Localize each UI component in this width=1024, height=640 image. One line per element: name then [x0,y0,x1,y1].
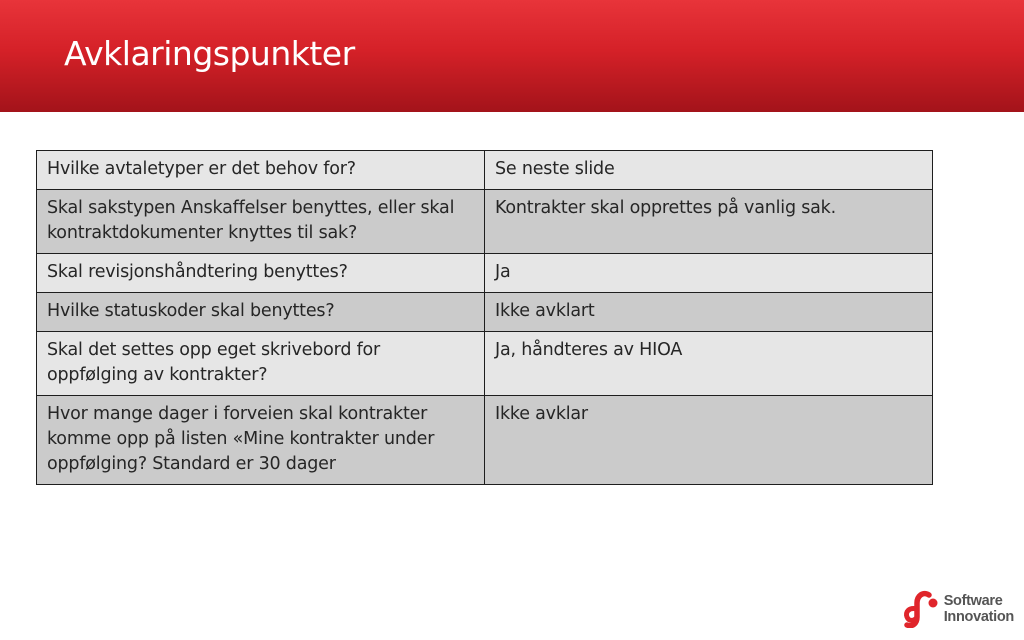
question-cell: Skal det settes opp eget skrivebord for oppfølging av kontrakter? [37,332,485,396]
logo-text-line2: Innovation [943,609,1014,625]
logo-text-line1: Software [943,593,1003,609]
table-row [37,254,933,293]
question-cell: Hvilke avtaletyper er det behov for? [37,151,485,190]
answer-cell: Ja [485,254,933,293]
table-row [37,332,933,396]
table-row [37,396,933,485]
title-bar [0,0,1024,112]
question-cell: Hvor mange dager i forveien skal kontrakter komme opp på listen «Mine kontrakter under oppfølging? Standard er 30 dager [37,396,485,485]
slide-title: Avklaringspunkter [64,34,355,73]
answer-cell: Kontrakter skal opprettes på vanlig sak. [485,190,933,254]
answer-cell: Ja, håndteres av HIOA [485,332,933,396]
answer-cell: Se neste slide [485,151,933,190]
answer-cell: Ikke avklart [485,293,933,332]
table-row [37,293,933,332]
question-cell: Skal sakstypen Anskaffelser benyttes, eller skal kontraktdokumenter knyttes til sak? [37,190,485,254]
logo-wordmark [944,593,1014,625]
answer-cell: Ikke avklar [485,396,933,485]
table-row [37,151,933,190]
table-row [37,190,933,254]
question-cell: Hvilke statuskoder skal benyttes? [37,293,485,332]
question-cell: Skal revisjonshåndtering benyttes? [37,254,485,293]
company-logo [902,590,1014,628]
software-innovation-logo-icon [902,590,942,628]
clarification-table [36,150,933,485]
